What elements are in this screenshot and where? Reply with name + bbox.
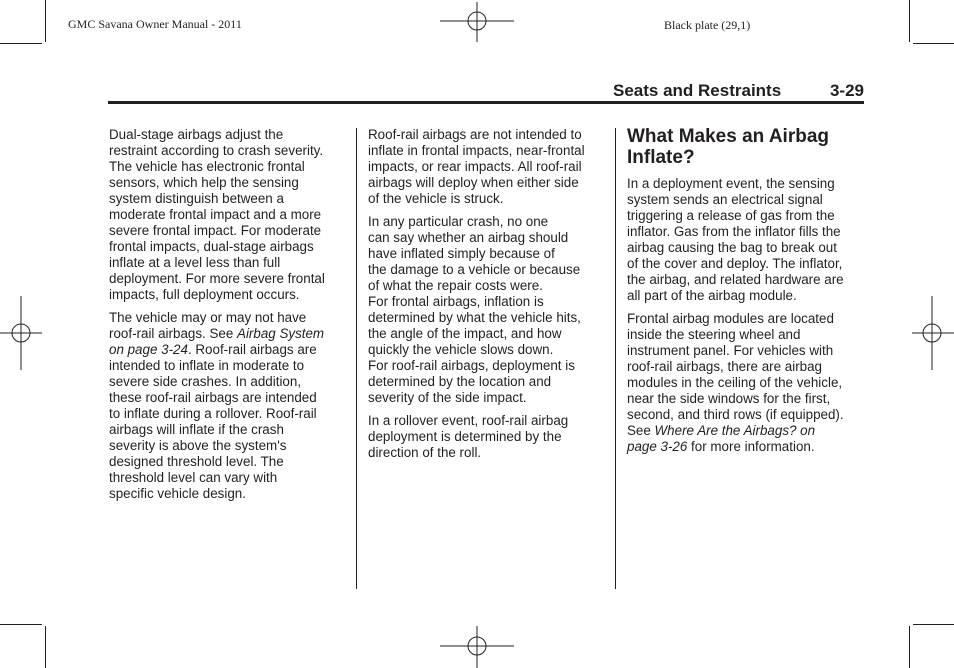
paragraph <box>368 214 585 406</box>
text-line: triggering a release of gas from the <box>627 208 835 223</box>
text-line: system distinguish between a <box>109 191 284 206</box>
crop-mark-bottom-left-h <box>0 624 42 625</box>
text-line: airbag causing the bag to break out <box>627 240 837 255</box>
text-line: For frontal airbags, inflation is <box>368 294 544 309</box>
text-line: deployment. For more severe frontal <box>109 271 325 286</box>
column-1 <box>109 127 325 509</box>
text-line: of the vehicle is struck. <box>368 191 504 206</box>
text-fragment: roof-rail airbags. See <box>109 326 238 341</box>
text-line: For roof-rail airbags, deployment is <box>368 358 575 373</box>
text-line: In any particular crash, no one <box>368 214 549 229</box>
text-line: system sends an electrical signal <box>627 192 823 207</box>
text-line: these roof-rail airbags are intended <box>109 390 317 405</box>
text-line: direction of the roll. <box>368 445 482 460</box>
text-line: deployment is determined by the <box>368 429 562 444</box>
text-line: the angle of the impact, and how <box>368 326 562 341</box>
text-line: instrument panel. For vehicles with <box>627 343 834 358</box>
text-line: intended to inflate in moderate to <box>109 358 305 373</box>
text-line: In a rollover event, roof-rail airbag <box>368 413 569 428</box>
text-line <box>109 326 325 342</box>
text-line: the damage to a vehicle or because <box>368 262 581 277</box>
section-title: Seats and Restraints <box>613 81 782 100</box>
paragraph <box>109 127 325 303</box>
text-line: restraint according to crash severity. <box>109 143 324 158</box>
column-2 <box>368 127 585 468</box>
paragraph <box>627 311 844 455</box>
crop-mark-bottom-right-v <box>909 626 910 668</box>
text-line: moderate frontal impact and a more <box>109 207 322 222</box>
text-line: the airbag, and related hardware are <box>627 272 844 287</box>
text-line: to inflate during a rollover. Roof-rail <box>109 406 317 421</box>
text-line: Dual-stage airbags adjust the <box>109 127 284 142</box>
registration-mark-right-icon <box>912 296 954 370</box>
registration-mark-top-icon <box>440 2 514 42</box>
subsection-heading <box>627 126 829 168</box>
text-line: inside the steering wheel and <box>627 327 801 342</box>
text-line: frontal impacts, dual-stage airbags <box>109 239 314 254</box>
text-fragment: . Roof-rail airbags are <box>187 342 317 357</box>
text-line: roof-rail airbags, there are airbag <box>627 359 823 374</box>
crop-mark-top-left-v <box>45 0 46 42</box>
text-line: impacts, or rear impacts. All roof-rail <box>368 159 582 174</box>
paragraph <box>627 176 844 304</box>
text-line: In a deployment event, the sensing <box>627 176 835 191</box>
text-line: determined by the location and <box>368 374 552 389</box>
text-line: airbags will deploy when either side <box>368 175 579 190</box>
crop-mark-bottom-right-h <box>913 624 954 625</box>
text-line: Frontal airbag modules are located <box>627 311 834 326</box>
crop-mark-bottom-left-v <box>45 626 46 668</box>
crop-mark-top-right-v <box>909 0 910 42</box>
text-line: quickly the vehicle slows down. <box>368 342 554 357</box>
text-line: modules in the ceiling of the vehicle, <box>627 375 843 390</box>
column-divider <box>615 128 616 589</box>
text-line <box>109 342 325 358</box>
text-line: impacts, full deployment occurs. <box>109 287 300 302</box>
text-line: inflate at a level less than full <box>109 255 281 270</box>
text-line: second, and third rows (if equipped). <box>627 407 844 422</box>
column-3 <box>627 176 844 462</box>
cross-reference-link[interactable]: on page 3-24 <box>109 342 188 357</box>
section-header <box>613 81 864 101</box>
paragraph <box>368 127 585 207</box>
text-line: severity of the side impact. <box>368 390 527 405</box>
text-line: sensors, which help the sensing <box>109 175 299 190</box>
page-number: 3-29 <box>829 81 864 100</box>
crop-mark-top-left-h <box>0 43 42 44</box>
text-line: airbags will inflate if the crash <box>109 422 284 437</box>
text-line: The vehicle may or may not have <box>109 310 307 325</box>
text-line: specific vehicle design. <box>109 486 246 501</box>
column-divider <box>356 128 357 589</box>
text-line: The vehicle has electronic frontal <box>109 159 305 174</box>
header-rule <box>108 101 864 104</box>
text-line: inflator. Gas from the inflator fills the <box>627 224 841 239</box>
cross-reference-link[interactable]: page 3-26 <box>627 439 688 454</box>
text-line: severity is above the system's <box>109 438 287 453</box>
text-line: have inflated simply because of <box>368 246 555 261</box>
text-line: threshold level can vary with <box>109 470 278 485</box>
text-line: determined by what the vehicle hits, <box>368 310 581 325</box>
text-line: can say whether an airbag should <box>368 230 569 245</box>
text-line: all part of the airbag module. <box>627 288 797 303</box>
crop-mark-top-right-h <box>913 43 954 44</box>
text-fragment: for more information. <box>687 439 815 454</box>
registration-mark-bottom-icon <box>440 626 514 668</box>
text-line: inflate in frontal impacts, near-frontal <box>368 143 585 158</box>
text-line <box>627 423 844 439</box>
text-line: Roof-rail airbags are not intended to <box>368 127 582 142</box>
paragraph <box>109 310 325 502</box>
manual-title: GMC Savana Owner Manual - 2011 <box>68 17 242 31</box>
paragraph <box>368 413 585 461</box>
text-fragment: See <box>627 423 655 438</box>
text-line: designed threshold level. The <box>109 454 284 469</box>
plate-label: Black plate (29,1) <box>664 18 751 32</box>
cross-reference-link[interactable]: Where Are the Airbags? on <box>654 423 816 438</box>
registration-mark-left-icon <box>0 296 42 370</box>
text-line: severe frontal impact. For moderate <box>109 223 322 238</box>
text-line <box>627 439 844 455</box>
heading-line: Inflate? <box>627 147 695 168</box>
text-line: of the cover and deploy. The inflator, <box>627 256 843 271</box>
cross-reference-link[interactable]: Airbag System <box>237 326 325 341</box>
text-line: severe side crashes. In addition, <box>109 374 302 389</box>
text-line: of what the repair costs were. <box>368 278 543 293</box>
text-line: near the side windows for the first, <box>627 391 831 406</box>
heading-line: What Makes an Airbag <box>627 126 830 147</box>
